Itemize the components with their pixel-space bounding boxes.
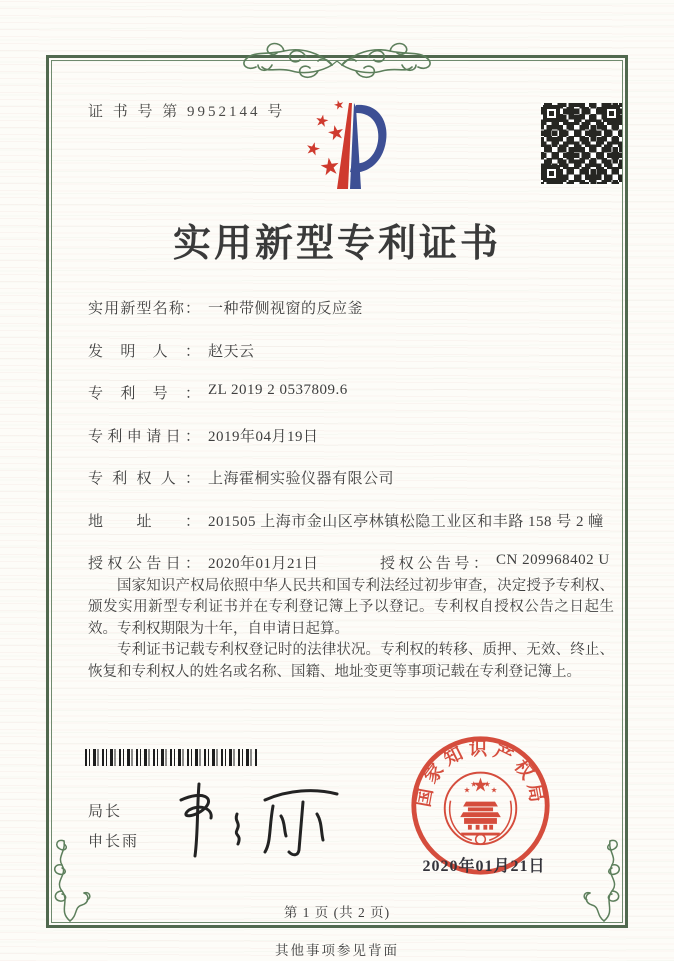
- grant-date: 2020年01月21日: [208, 556, 319, 572]
- qr-finder: [603, 105, 620, 122]
- back-side-note: 其他事项参见背面: [275, 943, 399, 958]
- field-value: 上海霍桐实验仪器有限公司: [208, 471, 395, 487]
- grant-number: CN 209968402 U: [496, 552, 610, 568]
- page-number: 第 1 页 (共 2 页): [283, 905, 391, 920]
- field-label: 专利权人：: [88, 471, 200, 487]
- legal-paragraph-1: 国家知识产权局依照中华人民共和国专利法经过初步审查，决定授予专利权、颁发实用新型专利证书并在专利登记簿上予以登记。专利权自授权公告之日起生效。专利权期限为十年，自申请日起算。: [88, 578, 614, 637]
- seal-text: 国家知识产权局: [413, 739, 548, 809]
- field-application-date: [88, 425, 616, 468]
- commissioner-block: [88, 797, 139, 857]
- legal-text: [88, 576, 614, 683]
- field-patent-number: [88, 382, 616, 425]
- commissioner-title: 局长: [88, 804, 123, 820]
- field-patentee: [88, 467, 616, 510]
- legal-paragraph-2: 专利证书记载专利权登记时的法律状况。专利权的转移、质押、无效、终止、恢复和专利权人的姓名或名称、国籍、地址变更等事项记载在专利登记簿上。: [88, 642, 614, 680]
- field-label: 授权公告号：: [380, 556, 488, 572]
- field-label: 专利申请日：: [88, 428, 200, 445]
- commissioner-name: 申长雨: [88, 834, 140, 850]
- qr-code-icon: [541, 103, 622, 184]
- field-inventor: [88, 340, 616, 383]
- field-value: 赵天云: [208, 343, 255, 360]
- field-label: 地址：: [88, 513, 200, 530]
- field-label: 授权公告日：: [88, 556, 200, 572]
- field-value: ZL 2019 2 0537809.6: [208, 382, 348, 398]
- field-value: 201505 上海市金山区亭林镇松隐工业区和丰路 158 号 2 幢: [208, 513, 604, 530]
- field-value: 一种带侧视窗的反应釜: [208, 301, 364, 317]
- cnipa-logo-icon: [286, 99, 388, 195]
- top-border-ornament-icon: [232, 31, 442, 87]
- barcode-icon: [85, 749, 257, 766]
- field-address: [88, 510, 616, 553]
- signature-icon: [165, 778, 355, 862]
- certificate-number: 证 书 号 第 9952144 号: [88, 104, 286, 120]
- field-value: 2019年04月19日: [208, 428, 319, 445]
- qr-finder: [543, 105, 560, 122]
- qr-finder: [543, 165, 560, 182]
- certificate-title: 实用新型专利证书: [172, 223, 501, 265]
- seal-date: 2020年01月21日: [422, 858, 546, 875]
- field-label: 发明人：: [88, 343, 200, 360]
- field-label: 专利号：: [88, 386, 200, 402]
- certificate-fields: [88, 297, 616, 595]
- field-utility-model-name: [88, 297, 616, 340]
- field-label: 实用新型名称：: [88, 301, 200, 317]
